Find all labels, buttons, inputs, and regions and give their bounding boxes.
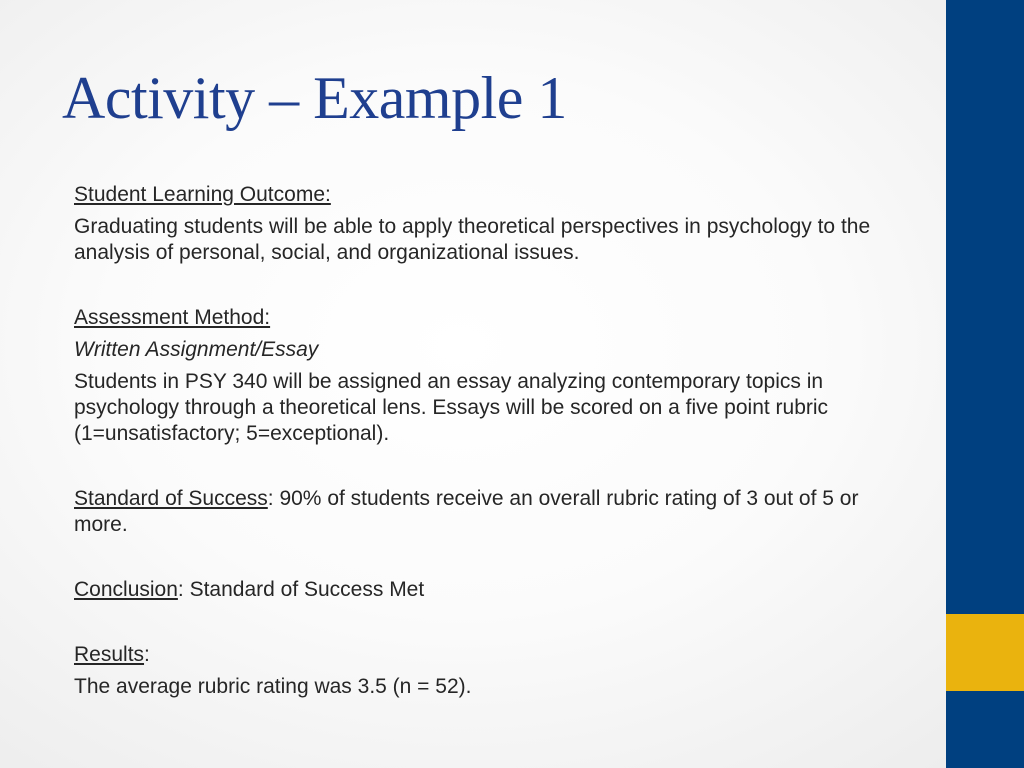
- method-subheading: Written Assignment/Essay: [74, 338, 319, 361]
- method-text: Students in PSY 340 will be assigned an essay analyzing contemporary topics in psychology through a theoretical lens. Essays will be scored on a five point rubric (1=unsatisfactory; 5=exceptional).: [74, 370, 829, 445]
- slide-title: Activity – Example 1: [62, 65, 567, 131]
- standard-text: : 90% of students receive an overall rubric rating of 3 out of 5 or more.: [74, 487, 859, 536]
- outcome-heading: Student Learning Outcome:: [74, 183, 331, 206]
- outcome-text: Graduating students will be able to apply theoretical perspectives in psychology to the analysis of personal, social, and organizational issues.: [74, 215, 871, 264]
- conclusion-text: : Standard of Success Met: [177, 578, 425, 601]
- outcome-section: [74, 182, 894, 266]
- method-heading: Assessment Method:: [74, 306, 271, 329]
- conclusion-heading: Conclusion: [74, 578, 178, 601]
- accent-sidebar-gold-band: [946, 614, 1024, 691]
- accent-sidebar: [946, 0, 1024, 768]
- results-heading-line: [74, 642, 894, 668]
- method-section: [74, 305, 894, 447]
- results-section: [74, 642, 894, 700]
- results-heading-suffix: :: [144, 643, 150, 666]
- results-heading: Results: [74, 643, 145, 666]
- standard-line: [74, 486, 894, 538]
- results-text: The average rubric rating was 3.5 (n = 52).: [74, 675, 472, 698]
- standard-heading: Standard of Success: [74, 487, 268, 510]
- conclusion-line: [74, 577, 894, 603]
- standard-section: [74, 486, 894, 538]
- slide-body: [74, 182, 894, 700]
- conclusion-section: [74, 577, 894, 603]
